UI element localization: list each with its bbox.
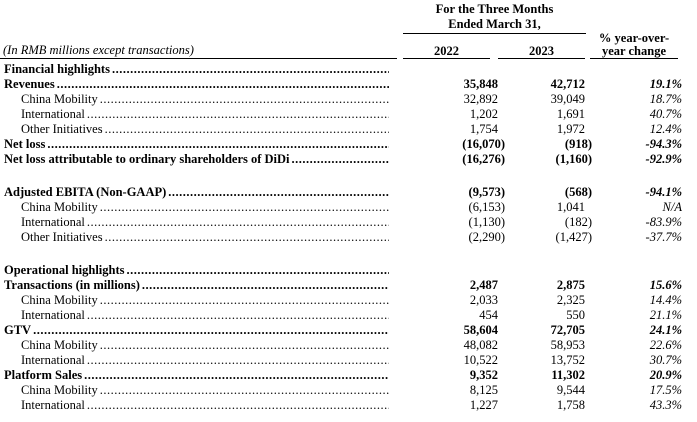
value-yoy-change: 19.1%: [649, 77, 682, 91]
value-2023: (1,160): [555, 152, 592, 166]
row-label: [0, 215, 397, 230]
table-row: [0, 293, 697, 308]
value-2022: 2,487: [469, 278, 498, 292]
value-yoy-change: -94.1%: [645, 185, 682, 199]
column-header-yoy-change: [590, 32, 678, 59]
row-label: [0, 92, 397, 107]
financial-table-body: [0, 62, 697, 413]
value-2023: 9,544: [556, 383, 585, 397]
table-row: [0, 200, 697, 215]
row-label: [0, 353, 397, 368]
row-label: [0, 137, 397, 152]
value-yoy-change: -94.3%: [645, 137, 682, 151]
row-label: [0, 122, 397, 137]
value-2022: (2,290): [468, 230, 505, 244]
table-row: [0, 62, 697, 77]
yoy-header-line2: year change: [602, 44, 666, 58]
dot-leader: [87, 398, 389, 413]
value-2023: 2,325: [556, 293, 585, 307]
row-label-text: Revenues: [4, 77, 55, 91]
value-2022: (16,276): [462, 152, 505, 166]
dot-leader: [100, 338, 389, 353]
table-row: [0, 263, 697, 278]
dot-leader: [142, 278, 389, 293]
dot-leader: [87, 308, 389, 323]
table-row: [0, 338, 697, 353]
dot-leader: [47, 137, 389, 152]
value-2023: (918): [564, 137, 592, 151]
row-label: [0, 185, 397, 200]
value-yoy-change: 40.7%: [649, 107, 682, 121]
value-2022: (9,573): [468, 185, 505, 199]
table-row: [0, 77, 697, 92]
row-label-text: Operational highlights: [4, 263, 125, 277]
dot-leader: [105, 122, 389, 137]
row-label-text: International: [21, 398, 85, 412]
value-yoy-change: 15.6%: [649, 278, 682, 292]
dot-leader: [105, 230, 389, 245]
value-2022: 9,352: [469, 368, 498, 382]
row-label-text: International: [21, 107, 85, 121]
row-label: [0, 338, 397, 353]
row-label: [0, 383, 397, 398]
row-label-text: Platform Sales: [4, 368, 83, 382]
row-label-text: Transactions (in millions): [4, 278, 140, 292]
value-yoy-change: -92.9%: [645, 152, 682, 166]
value-2023: 1,041: [556, 200, 585, 214]
row-label: [0, 230, 397, 245]
dot-leader: [100, 92, 389, 107]
value-yoy-change: 21.1%: [649, 308, 682, 322]
row-label: [0, 263, 397, 278]
table-row: [0, 230, 697, 245]
value-2023: 13,752: [550, 353, 585, 367]
value-2022: (16,070): [462, 137, 505, 151]
dot-leader: [100, 200, 389, 215]
period-title-line2: Ended March 31,: [448, 17, 541, 31]
table-row: [0, 398, 697, 413]
value-yoy-change: -83.9%: [645, 215, 682, 229]
value-yoy-change: 24.1%: [649, 323, 682, 337]
value-2022: 2,033: [469, 293, 498, 307]
dot-leader: [100, 293, 389, 308]
value-yoy-change: -37.7%: [645, 230, 682, 244]
row-label-text: China Mobility: [21, 200, 98, 214]
value-2023: 1,758: [556, 398, 585, 412]
row-label: [0, 293, 397, 308]
value-yoy-change: 20.9%: [649, 368, 682, 382]
value-2022: 1,227: [469, 398, 498, 412]
spacer-row: [0, 167, 697, 185]
value-2023: 58,953: [550, 338, 585, 352]
table-row: [0, 92, 697, 107]
value-2023: (1,427): [555, 230, 592, 244]
row-label: [0, 77, 397, 92]
row-label-text: International: [21, 353, 85, 367]
row-label-text: International: [21, 215, 85, 229]
dot-leader: [100, 383, 389, 398]
dot-leader: [292, 152, 389, 167]
row-label-text: Net loss attributable to ordinary shareholders of DiDi: [4, 152, 290, 166]
table-row: [0, 308, 697, 323]
row-label-text: Other Initiatives: [21, 122, 103, 136]
row-label-text: GTV: [4, 323, 32, 337]
dot-leader: [87, 353, 389, 368]
value-2022: 58,604: [463, 323, 498, 337]
value-2022: 1,754: [469, 122, 498, 136]
table-row: [0, 353, 697, 368]
units-note-text: (In RMB millions except transactions): [3, 43, 194, 57]
row-label-text: Net loss: [4, 137, 46, 151]
row-label-text: Financial highlights: [4, 62, 110, 76]
value-2022: 8,125: [469, 383, 498, 397]
table-row: [0, 278, 697, 293]
table-row: [0, 137, 697, 152]
value-yoy-change: N/A: [662, 200, 682, 214]
dot-leader: [84, 368, 389, 383]
row-label-text: China Mobility: [21, 293, 98, 307]
value-2023: 72,705: [550, 323, 585, 337]
table-row: [0, 368, 697, 383]
value-yoy-change: 18.7%: [649, 92, 682, 106]
value-2023: 1,691: [556, 107, 585, 121]
row-label-text: China Mobility: [21, 383, 98, 397]
spacer-row: [0, 245, 697, 263]
value-yoy-change: 22.6%: [649, 338, 682, 352]
yoy-header-line1: % year-over-: [598, 31, 670, 45]
value-2023: 11,302: [551, 368, 585, 382]
row-label-text: Adjusted EBITA (Non-GAAP): [4, 185, 167, 199]
row-label: [0, 398, 397, 413]
column-header-2023: 2023: [498, 44, 585, 59]
value-2022: 48,082: [463, 338, 498, 352]
value-2022: 35,848: [463, 77, 498, 91]
value-2022: (6,153): [468, 200, 505, 214]
value-2023: 1,972: [556, 122, 585, 136]
value-2023: (182): [564, 215, 592, 229]
row-label-text: International: [21, 308, 85, 322]
value-2022: 10,522: [463, 353, 498, 367]
table-row: [0, 383, 697, 398]
row-label-text: Other Initiatives: [21, 230, 103, 244]
row-label: [0, 278, 397, 293]
value-2022: 32,892: [463, 92, 498, 106]
value-2023: 39,049: [550, 92, 585, 106]
row-label: [0, 308, 397, 323]
table-row: [0, 215, 697, 230]
value-yoy-change: 30.7%: [649, 353, 682, 367]
row-label: [0, 368, 397, 383]
dot-leader: [87, 107, 389, 122]
row-label: [0, 200, 397, 215]
value-2023: 2,875: [556, 278, 585, 292]
row-label: [0, 62, 397, 77]
value-2023: 42,712: [550, 77, 585, 91]
value-2022: 1,202: [469, 107, 498, 121]
column-header-2022: 2022: [403, 44, 490, 59]
dot-leader: [112, 62, 389, 77]
dot-leader: [168, 185, 389, 200]
dot-leader: [57, 77, 389, 92]
row-label: [0, 323, 397, 338]
dot-leader: [33, 323, 389, 338]
period-column-group-header: [403, 2, 586, 34]
row-label-text: China Mobility: [21, 338, 98, 352]
table-row: [0, 107, 697, 122]
row-label: [0, 152, 397, 167]
value-yoy-change: 12.4%: [649, 122, 682, 136]
units-note: [0, 43, 397, 59]
value-yoy-change: 43.3%: [649, 398, 682, 412]
value-2022: 454: [479, 308, 498, 322]
period-title-line1: For the Three Months: [435, 2, 554, 16]
dot-leader: [87, 215, 389, 230]
table-row: [0, 185, 697, 200]
value-2023: (568): [564, 185, 592, 199]
dot-leader: [127, 263, 389, 278]
row-label: [0, 107, 397, 122]
value-yoy-change: 17.5%: [649, 383, 682, 397]
table-row: [0, 152, 697, 167]
table-row: [0, 122, 697, 137]
value-2023: 550: [566, 308, 585, 322]
value-yoy-change: 14.4%: [649, 293, 682, 307]
value-2022: (1,130): [468, 215, 505, 229]
row-label-text: China Mobility: [21, 92, 98, 106]
table-row: [0, 323, 697, 338]
